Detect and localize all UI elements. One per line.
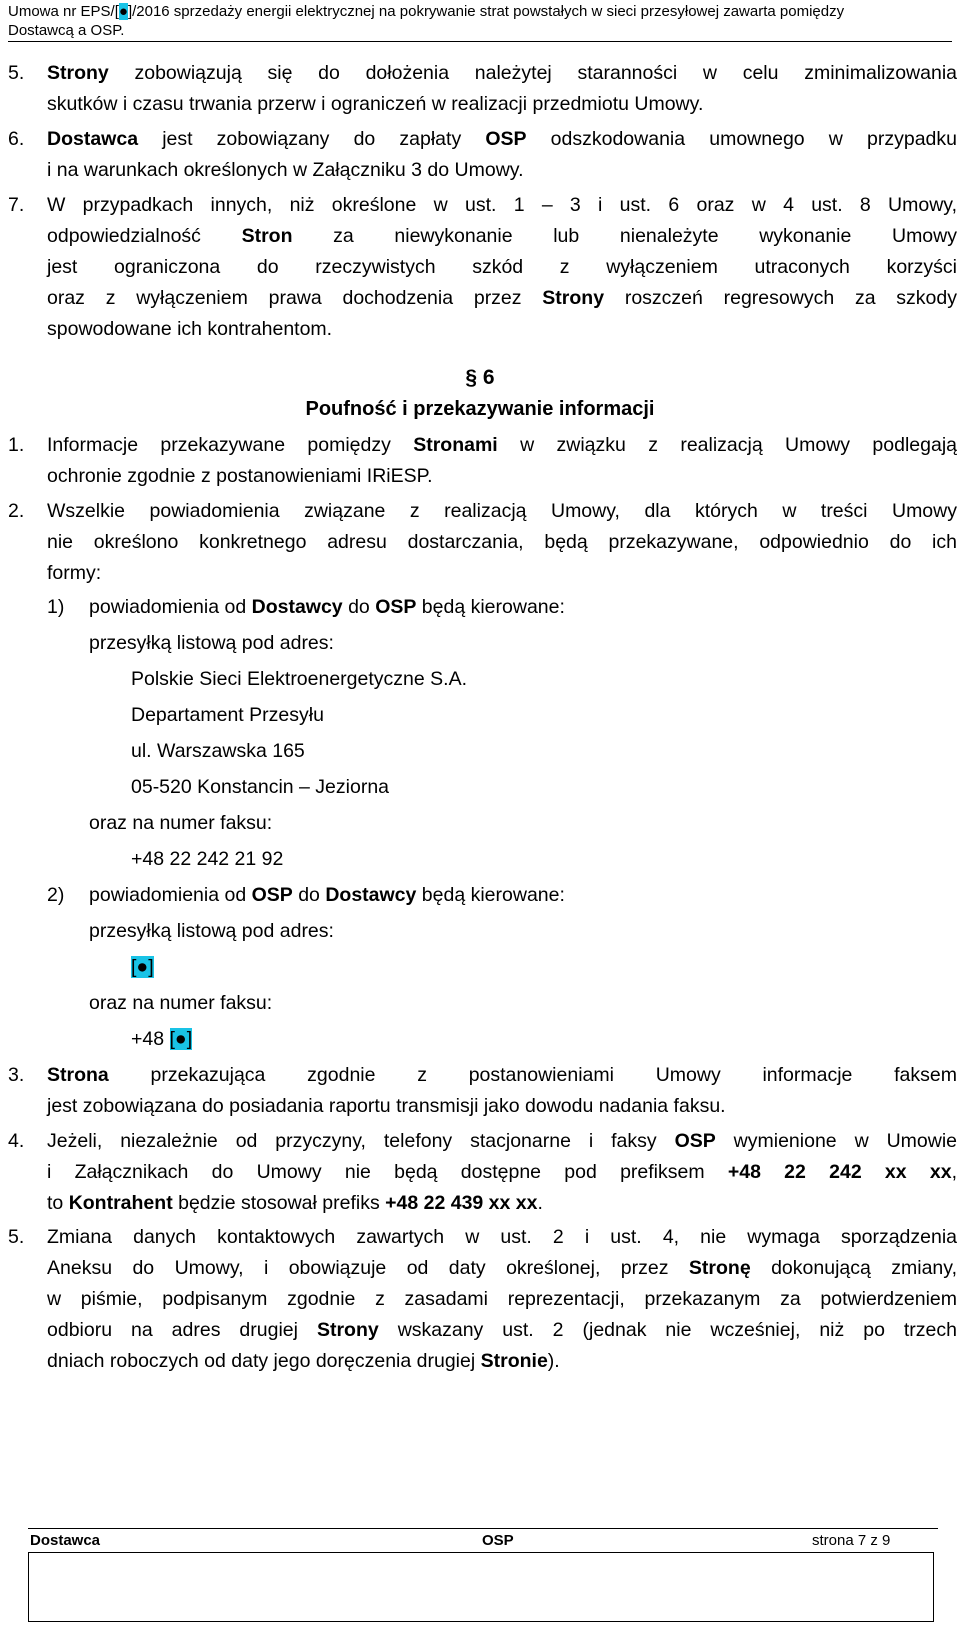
- subitem-1-fax-number: +48 22 242 21 92: [131, 848, 284, 870]
- running-header: [8, 2, 958, 40]
- clause-3-text: Strona przekazująca zgodnie z postanowieniami Umowy informacje faksem jest zobowiązana do posiadania raportu transmisji jako dowodu nadania faksu.: [47, 1064, 957, 1117]
- item-6-text: Dostawca jest zobowiązany do zapłaty OSP odszkodowania umownego w przypadku i na warunkach określonych w Załączniku 3 do Umowy.: [47, 128, 957, 181]
- header-line-1: Umowa nr EPS/[●]/2016 sprzedaży energii elektrycznej na pokrywanie strat powstałych w sieci przesyłowej zawarta pomiędzy: [8, 3, 845, 20]
- subitem-1-number: 1): [47, 596, 65, 618]
- subitem-2-fax-number: +48 [●]: [131, 1028, 193, 1050]
- clause-4-text: Jeżeli, niezależnie od przyczyny, telefony stacjonarne i faksy OSP wymienione w Umowie i Załącznikach do Umowy nie będą dostępne pod prefiksem +48 22 242 xx xx, to Kontrahent będzie stosował prefiks +48 22 439 xx xx.: [47, 1130, 958, 1214]
- clause-5-text: Zmiana danych kontaktowych zawartych w ust. 2 i ust. 4, nie wymaga sporządzenia Aneksu do Umowy, i obowiązuje od daty określonej, przez Stronę dokonującą zmiany, w piśmie, podpisanym zgodnie z zasadami reprezentacji, przekazanym za potwierdzeniem odbioru na adres drugiej Strony wskazany ust. 2 (jednak nie wcześniej, niż po trzech dniach roboczych od daty jego doręczenia drugiej Stronie).: [47, 1226, 957, 1372]
- clause-3-number: 3.: [8, 1064, 25, 1086]
- item-5-text: Strony zobowiązują się do dołożenia należytej staranności w celu zminimalizowania skutków i czasu trwania przerw i ograniczeń w realizacji przedmiotu Umowy.: [47, 62, 957, 115]
- address-line-4: 05-520 Konstancin – Jeziorna: [131, 776, 390, 798]
- subitem-2-number: 2): [47, 884, 65, 906]
- placeholder-marker: ●: [118, 3, 128, 20]
- item-7-number: 7.: [8, 194, 25, 216]
- subitem-2-text: powiadomienia od OSP do Dostawcy będą kierowane:: [89, 884, 565, 906]
- subitem-1-post-label: przesyłką listową pod adres:: [89, 632, 334, 654]
- footer-rule: [28, 1528, 938, 1529]
- footer-left: Dostawca: [30, 1532, 101, 1549]
- subitem-2-address-placeholder: [●]: [131, 956, 154, 978]
- clause-2-number: 2.: [8, 500, 25, 522]
- item-7-text: W przypadkach innych, niż określone w ust. 1 – 3 i ust. 6 oraz w 4 ust. 8 Umowy, odpowiedzialność Stron za niewykonanie lub nienależyte wykonanie Umowy jest ograniczona do rzeczywistych szkód z wyłączeniem utraconych korzyści oraz z wyłączeniem prawa dochodzenia przez Strony roszczeń regresowych za szkody spowodowane ich kontrahentom.: [47, 194, 957, 340]
- footer-page-number: strona 7 z 9: [812, 1532, 891, 1549]
- subitem-1-text: powiadomienia od Dostawcy do OSP będą kierowane:: [89, 596, 565, 618]
- address-line-2: Departament Przesyłu: [131, 704, 324, 726]
- section-heading-number: § 6: [465, 366, 495, 389]
- clause-2-text: Wszelkie powiadomienia związane z realizacją Umowy, dla których w treści Umowy nie określono konkretnego adresu dostarczania, będą przekazywane, odpowiednio do ich formy:: [47, 500, 957, 584]
- address-line-1: Polskie Sieci Elektroenergetyczne S.A.: [131, 668, 467, 690]
- clause-1-text: Informacje przekazywane pomiędzy Stronami w związku z realizacją Umowy podlegają ochronie zgodnie z postanowieniami IRiESP.: [47, 434, 957, 487]
- header-rule: [8, 41, 952, 42]
- clause-4-number: 4.: [8, 1130, 25, 1152]
- header-line-2: Dostawcą a OSP.: [8, 22, 125, 39]
- clause-1-number: 1.: [8, 434, 25, 456]
- subitem-2-post-label: przesyłką listową pod adres:: [89, 920, 334, 942]
- clause-5-number: 5.: [8, 1226, 25, 1248]
- section-heading-title: Poufność i przekazywanie informacji: [305, 398, 655, 420]
- address-line-3: ul. Warszawska 165: [131, 740, 305, 762]
- item-5-number: 5.: [8, 62, 25, 84]
- signature-box: [28, 1552, 934, 1622]
- subitem-1-fax-label: oraz na numer faksu:: [89, 812, 273, 834]
- subitem-2-fax-label: oraz na numer faksu:: [89, 992, 273, 1014]
- item-6-number: 6.: [8, 128, 25, 150]
- footer-center: OSP: [482, 1532, 514, 1549]
